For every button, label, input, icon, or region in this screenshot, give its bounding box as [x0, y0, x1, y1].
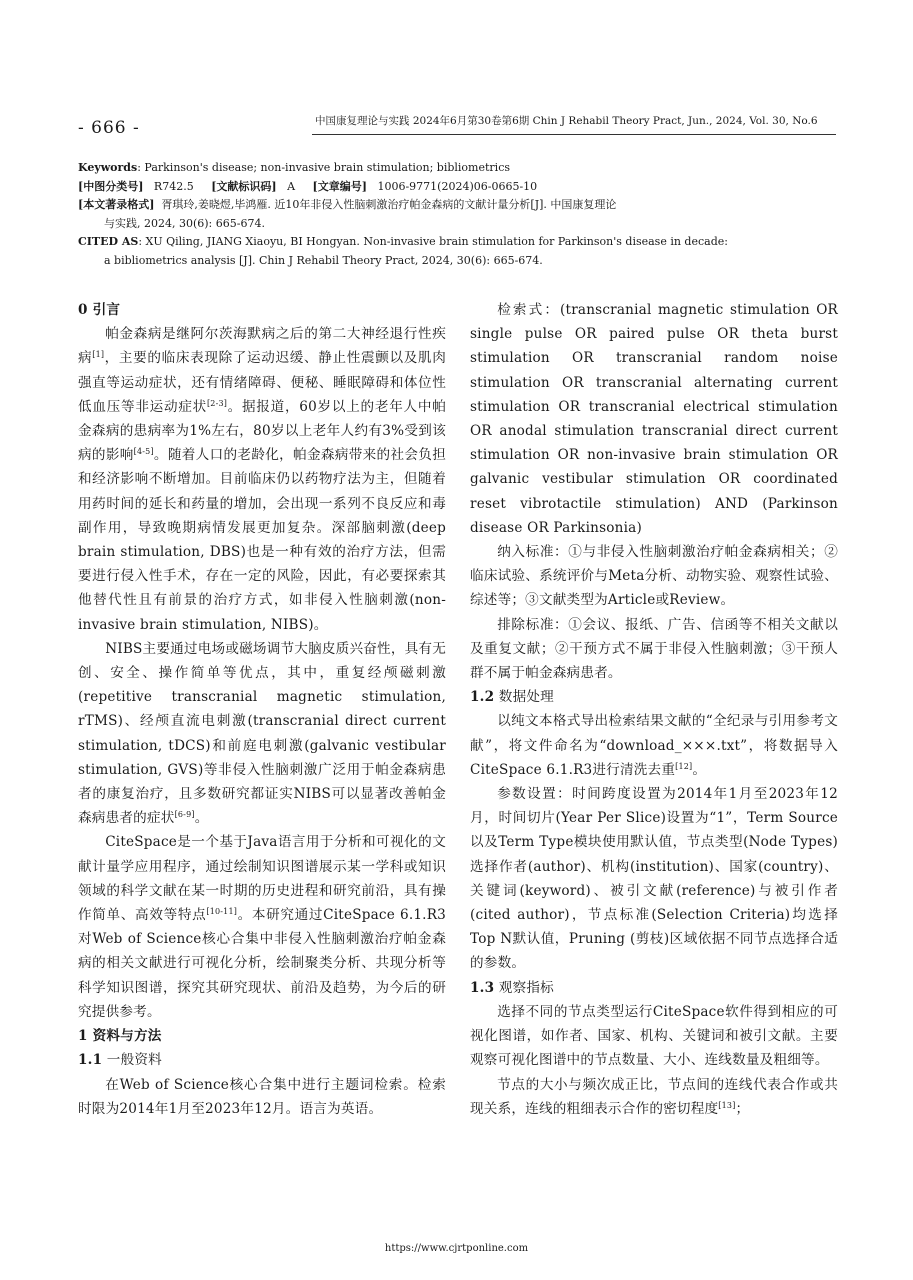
classification-line — [78, 178, 838, 197]
text-run: ； — [735, 1100, 750, 1117]
citation-ref: [1] — [92, 350, 105, 360]
observation-paragraph: 选择不同的节点类型运行CiteSpace软件得到相应的可视化图谱，如作者、国家、机构、关键词和被引文献。主要观察可视化图谱中的节点数量、大小、连线数量及粗细等。 — [470, 1003, 838, 1069]
observation-heading — [470, 976, 838, 1000]
exclusion-criteria-paragraph: 排除标准：①会议、报纸、广告、信函等不相关文献以及重复文献；②干预方式不属于非侵入性脑刺激；③干预人群不属于帕金森病患者。 — [470, 616, 838, 682]
section-number: 1.1 — [78, 1052, 103, 1069]
article-metadata — [78, 159, 838, 270]
data-processing-heading — [470, 685, 838, 709]
section-title: 一般资料 — [102, 1052, 162, 1069]
intro-paragraph-3 — [78, 830, 446, 1024]
keywords-line — [78, 159, 838, 178]
methods-heading: 1 资料与方法 — [78, 1028, 162, 1045]
text-run: 。本研究通过CiteSpace 6.1.R3对Web of Science核心合集中非侵入性脑刺激治疗帕金森病的相关文献进行可视化分析，绘制聚类分析、共现分析等科学知识图谱，探究其研究现状、前沿及趋势，为今后的研究提供参考。 — [78, 907, 446, 1020]
inclusion-criteria-paragraph: 纳入标准：①与非侵入性脑刺激治疗帕金森病相关；②临床试验、系统评价与Meta分析、动物实验、观察性试验、综述等；③文献类型为Article或Review。 — [470, 544, 838, 609]
cite-en-label: CITED AS — [78, 235, 139, 248]
citation-ref: [6-9] — [174, 810, 195, 820]
search-query-paragraph: 检索式：(transcranial magnetic stimulation OR single pulse OR paired pulse OR theta burst stimulation OR transcranial random noise stimulation OR transcranial alternating current stimulation OR transcranial electrical stimulation OR anodal stimulation transcranial direct current stimulation OR non-invasive brain stimulation OR galvanic vestibular stimulation OR coordinated reset vibrotactile stimulation) AND (Parkinson disease OR Parkinsonia) — [470, 302, 838, 536]
text-run: ，主要的临床表现除了运动迟缓、静止性震颤以及肌肉强直等运动症状，还有情绪障碍、便秘、睡眠障碍和体位性低血压等非运动症状 — [78, 350, 446, 415]
citation-ref: [4-5] — [133, 447, 154, 457]
page-number: - 666 - — [78, 118, 140, 138]
general-data-paragraph: 在Web of Science核心合集中进行主题词检索。检索时限为2014年1月至2023年12月。语言为英语。 — [78, 1076, 446, 1117]
text-run: 。 — [692, 761, 707, 778]
keywords-text: : Parkinson's disease; non-invasive brain stimulation; bibliometrics — [137, 161, 510, 174]
text-run: 。 — [194, 810, 209, 827]
citation-ref: [13] — [718, 1100, 736, 1110]
section-number: 1.3 — [470, 979, 495, 996]
section-title: 数据处理 — [494, 689, 554, 706]
header-rule — [312, 134, 836, 135]
parameters-paragraph: 参数设置：时间跨度设置为2014年1月至2023年12月，时间切片(Year Per Slice)设置为“1”，Term Source以及Term Type模块使用默认值，节点类型(Node Types)选择作者(author)、机构(institution)、国家(country)、关键词(keyword)、被引文献(reference)与被引作者(cited author)，节点标准(Selection Criteria)均选择Top N默认值，Pruning (剪枝)区域依据不同节点选择合适的参数。 — [470, 786, 838, 972]
footer-url: https://www.cjrtponline.com — [384, 1243, 529, 1254]
citation-ref: [12] — [675, 761, 693, 771]
section-title: 观察指标 — [494, 979, 554, 996]
cite-en-line — [78, 233, 838, 252]
clc-label: [中图分类号] — [78, 179, 144, 193]
intro-paragraph-2 — [78, 637, 446, 831]
article-no-value: 1006-9771(2024)06-0665-10 — [377, 179, 538, 193]
doc-code-label: [文献标识码] — [211, 179, 277, 193]
doc-code-value: A — [287, 179, 296, 193]
cite-en-line2: a bibliometrics analysis [J]. Chin J Rehabil Theory Pract, 2024, 30(6): 665-674. — [104, 253, 543, 267]
cite-cn-text: 胥琪玲,姜晓煜,毕鸿雁. 近10年非侵入性脑刺激治疗帕金森病的文献计量分析[J]. 中国康复理论 — [161, 198, 617, 211]
keywords-label: Keywords — [78, 161, 138, 174]
right-column — [470, 298, 838, 1121]
citation-ref: [2-3] — [206, 398, 228, 408]
citation-ref: [10-11] — [206, 907, 238, 917]
cite-en-text: : XU Qiling, JIANG Xiaoyu, BI Hongyan. Non-invasive brain stimulation for Parkinson's disease in decade: — [138, 235, 728, 248]
intro-paragraph-1 — [78, 322, 446, 637]
text-run: 。随着人口的老龄化，帕金森病带来的社会负担和经济影响不断增加。目前临床仍以药物疗法为主，但随着用药时间的延长和药量的增加，会出现一系列不良反应和毒副作用，导致晚期病情发展更加复杂。深部脑刺激(deep brain stimulation, DBS)也是一种有效的治疗方法，但需要进行侵入性手术，存在一定的风险，因此，有必要探索其他替代性且有前景的治疗方式，如非侵入性脑刺激(non-invasive brain stimulation, NIBS)。 — [78, 447, 446, 633]
article-no-label: [文章编号] — [312, 179, 367, 193]
text-run: 。据报道，60岁以上的老年人中帕金森病的患病率为1%左右，80岁以上老年人约有3%受到该病的影响 — [78, 398, 446, 464]
journal-running-header: 中国康复理论与实践 2024年6月第30卷第6期 Chin J Rehabil Theory Pract, Jun., 2024, Vol. 30, No.6 — [315, 115, 818, 127]
text-run: 以纯文本格式导出检索结果文献的“全纪录与引用参考文献”，将文件命名为“download_×××.txt”，将数据导入CiteSpace 6.1.R3进行清洗去重 — [470, 713, 838, 778]
general-data-heading — [78, 1048, 446, 1072]
section-number: 1.2 — [470, 689, 495, 706]
cite-cn-line2: 与实践, 2024, 30(6): 665-674. — [104, 216, 265, 230]
cite-cn-label: [本文著录格式] — [78, 198, 155, 211]
intro-heading: 0 引言 — [78, 302, 121, 318]
clc-value: R742.5 — [153, 179, 194, 193]
export-paragraph — [470, 709, 838, 782]
nodes-paragraph — [470, 1073, 838, 1121]
text-run: 帕金森病是继阿尔茨海默病之后的第二大神经退行性疾病 — [78, 326, 446, 367]
cite-cn-line — [78, 196, 838, 215]
text-run: 节点的大小与频次成正比，节点间的连线代表合作或共现关系，连线的粗细表示合作的密切程度 — [470, 1076, 838, 1117]
text-run: NIBS主要通过电场或磁场调节大脑皮质兴奋性，具有无创、安全、操作简单等优点，其中，重复经颅磁刺激(repetitive transcranial magnetic stimulation, rTMS)、经颅直流电刺激(transcranial direct current stimulation, tDCS)和前庭电刺激(galvanic vestibular stimulation, GVS)等非侵入性脑刺激广泛用于帕金森病患者的康复治疗，且多数研究都证实NIBS可以显著改善帕金森病患者的症状 — [78, 640, 447, 827]
text-run: CiteSpace是一个基于Java语言用于分析和可视化的文献计量学应用程序，通过绘制知识图谱展示某一学科或知识领域的科学文献在某一时期的历史进程和研究前沿，具有操作简单、高效等特点 — [78, 834, 446, 924]
left-column — [78, 298, 446, 1121]
